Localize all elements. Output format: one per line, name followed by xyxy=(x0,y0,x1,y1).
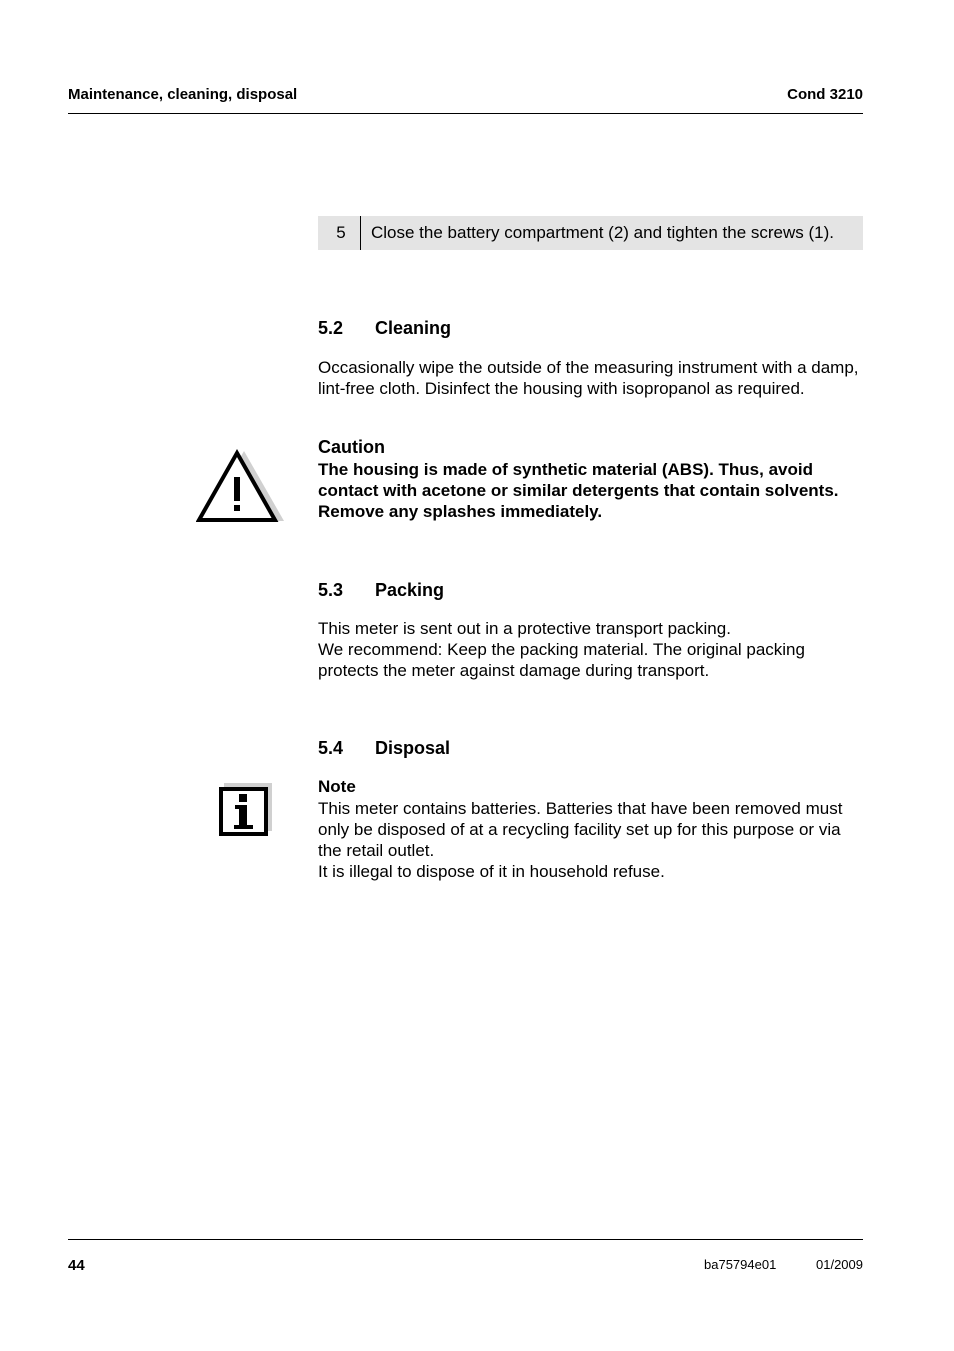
footer-divider xyxy=(68,1239,863,1240)
document-date: 01/2009 xyxy=(816,1257,863,1272)
info-icon xyxy=(218,783,274,837)
section-number-disposal: 5.4 xyxy=(318,738,344,758)
section-title-cleaning: Cleaning xyxy=(375,318,452,338)
packing-paragraph xyxy=(318,618,863,681)
section-title-disposal: Disposal xyxy=(375,738,451,758)
note-line-2: It is illegal to dispose of it in household refuse. xyxy=(318,862,665,881)
note-title: Note xyxy=(318,777,356,796)
cleaning-paragraph xyxy=(318,357,863,399)
packing-line-2: We recommend: Keep the packing material. The original packing protects the meter against damage during transport. xyxy=(318,640,805,680)
document-id: ba75794e01 xyxy=(704,1257,777,1272)
header-divider xyxy=(68,113,863,114)
running-header-section: Maintenance, cleaning, disposal xyxy=(68,86,298,103)
packing-line-1: This meter is sent out in a protective transport packing. xyxy=(318,619,731,638)
page-number: 44 xyxy=(68,1257,85,1274)
note-line-1: This meter contains batteries. Batteries that have been removed must only be disposed of at a recycling facility set up for this purpose or via the retail outlet. xyxy=(318,799,843,860)
cleaning-text: Occasionally wipe the outside of the measuring instrument with a damp, lint-free cloth. Disinfect the housing with isopropanol as required. xyxy=(318,358,859,398)
step-number: 5 xyxy=(318,216,361,250)
running-header-product: Cond 3210 xyxy=(787,86,863,103)
caution-title: Caution xyxy=(318,437,385,457)
step-row xyxy=(318,216,863,250)
section-number-cleaning: 5.2 xyxy=(318,318,344,338)
note-paragraph xyxy=(318,798,863,882)
section-number-packing: 5.3 xyxy=(318,580,344,600)
step-text: Close the battery compartment (2) and tighten the screws (1). xyxy=(371,223,834,242)
caution-text: The housing is made of synthetic material (ABS). Thus, avoid contact with acetone or similar detergents that contain solvents. Remove any splashes immediately. xyxy=(318,460,839,521)
warning-triangle-icon xyxy=(196,444,286,524)
section-title-packing: Packing xyxy=(375,580,445,600)
